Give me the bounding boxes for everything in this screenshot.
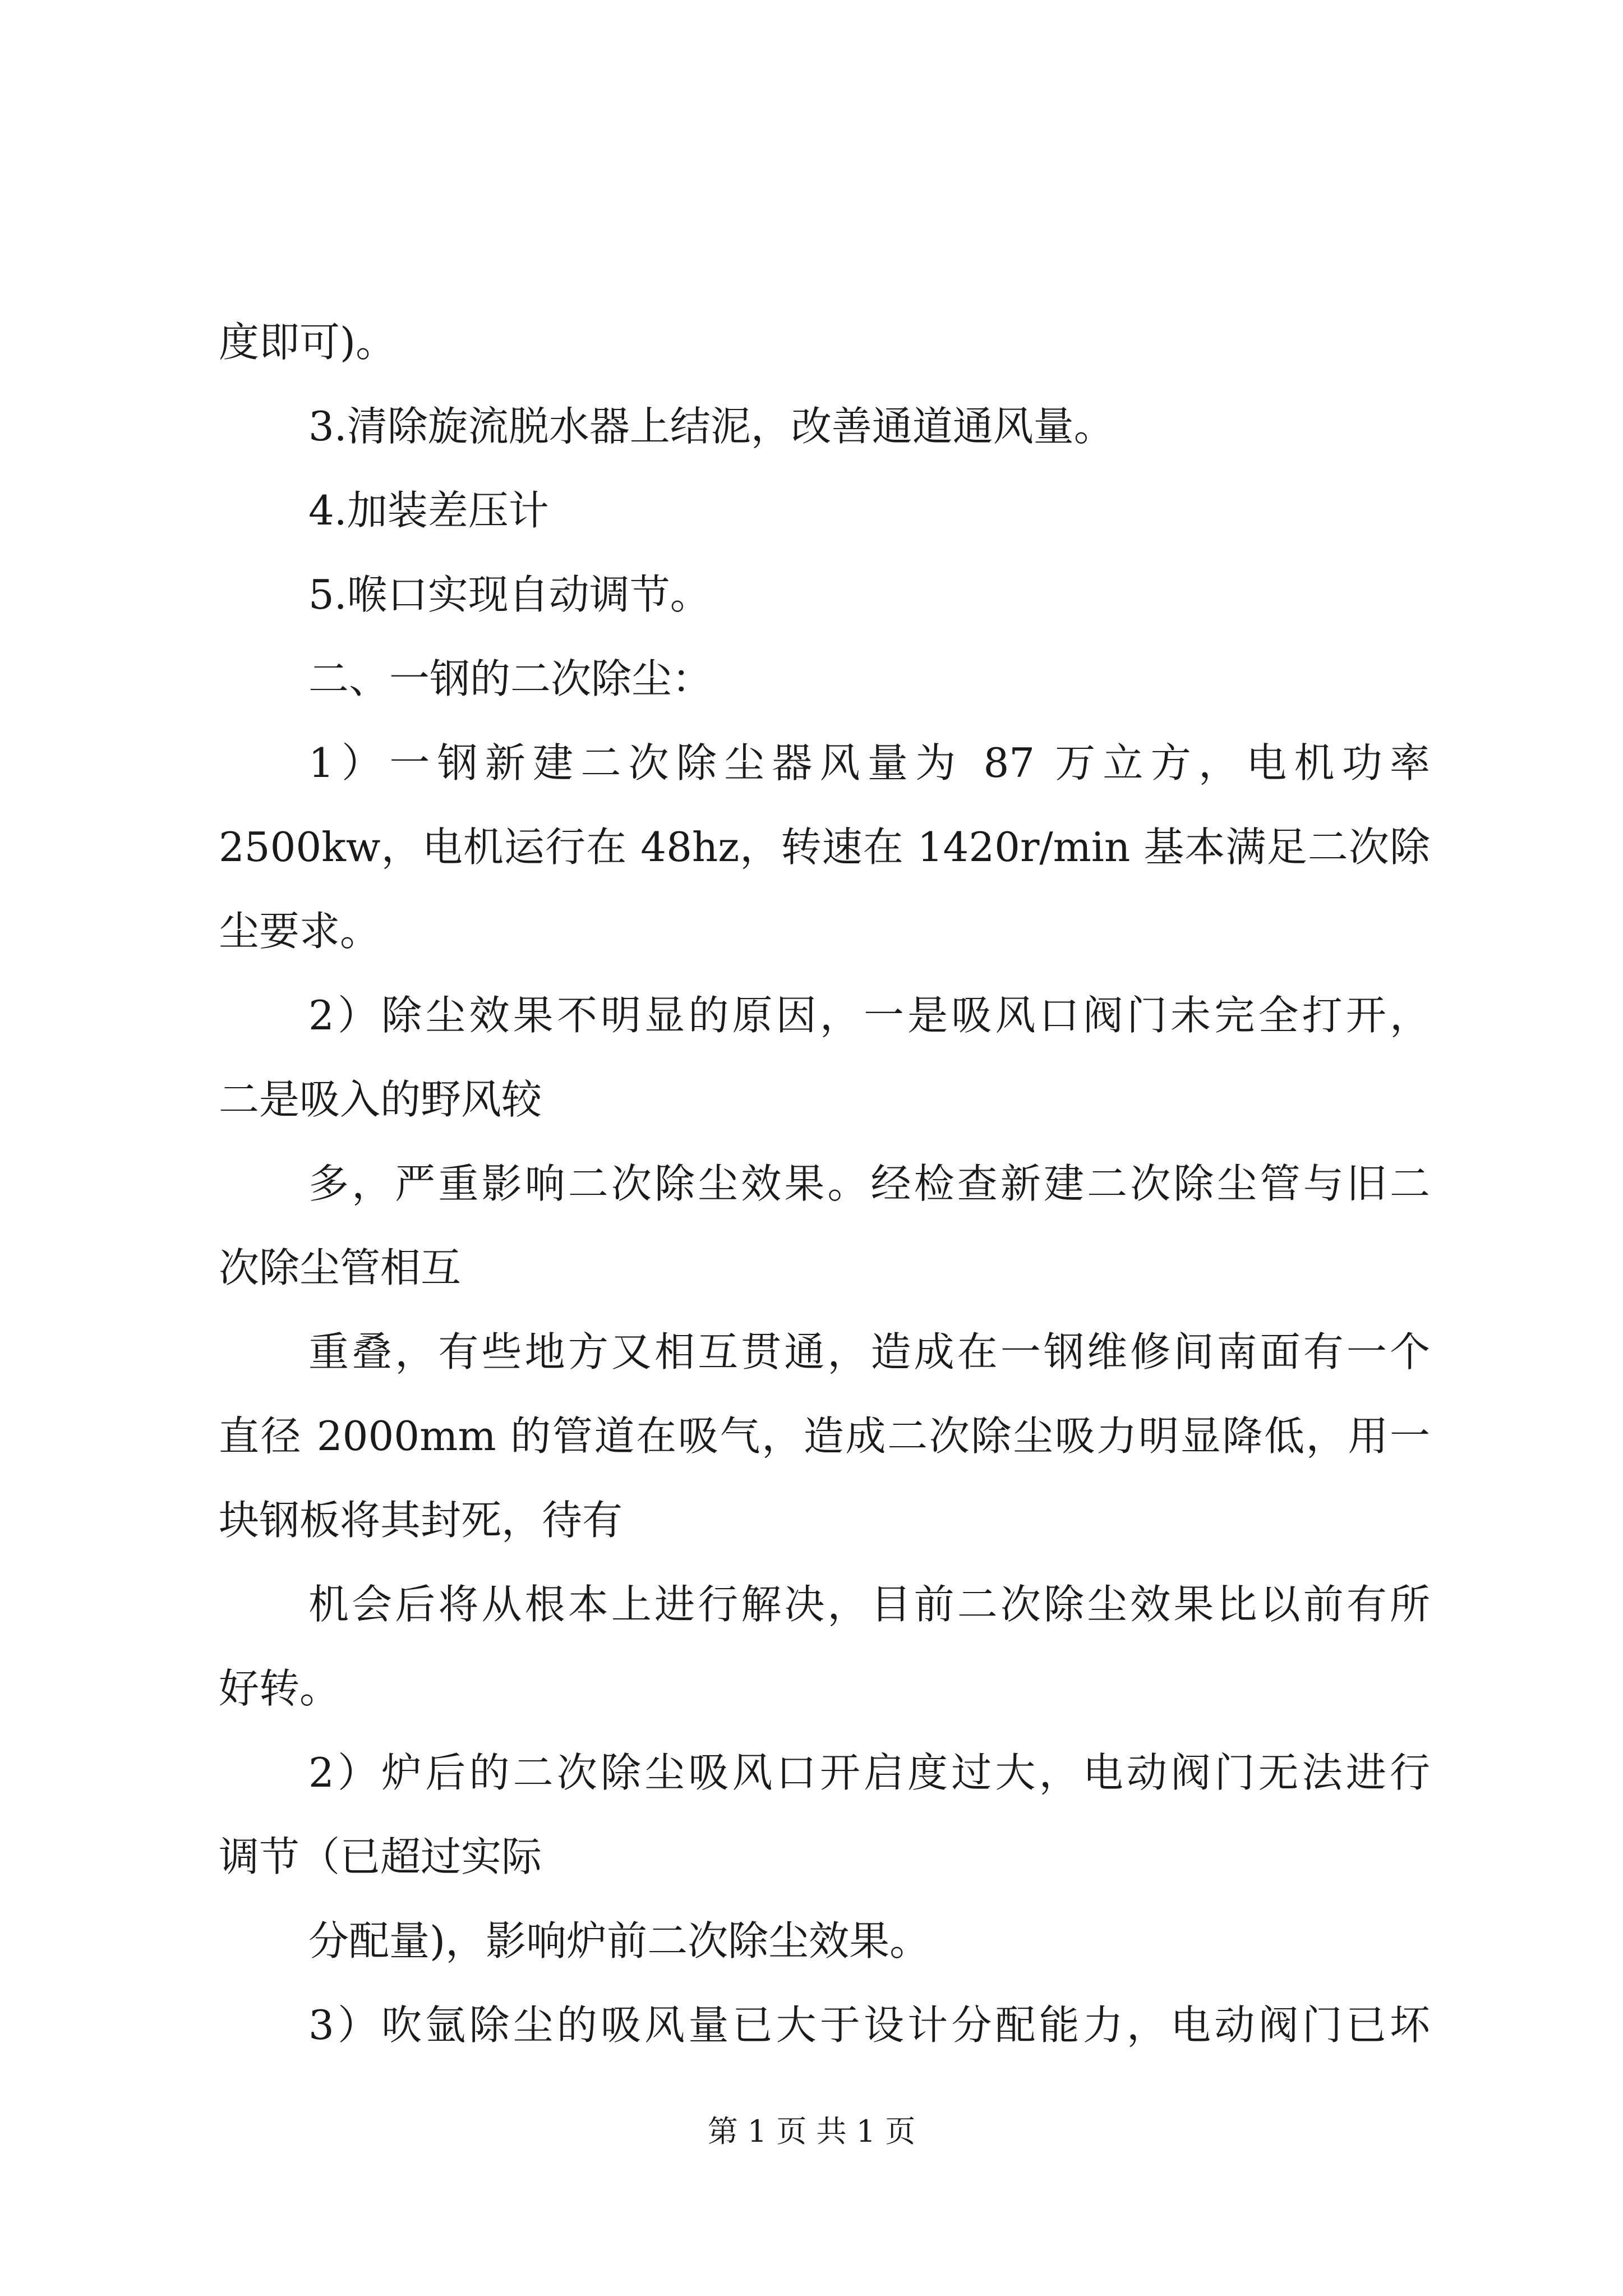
document-body [219,300,1430,2067]
text-line-17: 好转。 [219,1665,340,1712]
text-line-9: 2）除尘效果不明显的原因，一是吸风口阀门未完全打开， [308,992,1430,1039]
text-line-11: 多，严重影响二次除尘效果。经检查新建二次除尘管与旧二 [308,1160,1430,1207]
page-footer [0,2109,1623,2154]
text-line-2: 3.清除旋流脱水器上结泥，改善通道通风量。 [308,403,1114,450]
text-line-21: 3）吹氩除尘的吸风量已大于设计分配能力，电动阀门已坏 [308,2001,1430,2049]
text-line-19: 调节（已超过实际 [219,1833,542,1880]
text-line-14: 直径 2000mm 的管道在吸气，造成二次除尘吸力明显降低，用一 [219,1412,1430,1460]
text-line-18: 2）炉后的二次除尘吸风口开启度过大，电动阀门无法进行 [308,1749,1430,1796]
text-line-7: 2500kw，电机运行在 48hz，转速在 1420r/min 基本满足二次除 [219,823,1430,871]
text-line-16: 机会后将从根本上进行解决，目前二次除尘效果比以前有所 [308,1581,1430,1628]
text-line-20: 分配量)，影响炉前二次除尘效果。 [308,1917,930,1964]
text-line-8: 尘要求。 [219,908,381,955]
text-line-13: 重叠，有些地方又相互贯通，造成在一钢维修间南面有一个 [308,1328,1430,1375]
page-number-label: 第 1 页 共 1 页 [707,2114,916,2149]
text-line-12: 次除尘管相互 [219,1244,462,1291]
text-line-1: 度即可)。 [219,319,396,366]
text-line-15: 块钢板将其封死，待有 [219,1497,623,1544]
section-heading: 二、一钢的二次除尘： [308,655,713,702]
text-line-10: 二是吸入的野风较 [219,1076,542,1123]
text-line-3: 4.加装差压计 [308,487,549,534]
text-line-6: 1）一钢新建二次除尘器风量为 87 万立方，电机功率 [308,739,1430,786]
text-line-4: 5.喉口实现自动调节。 [308,571,711,618]
